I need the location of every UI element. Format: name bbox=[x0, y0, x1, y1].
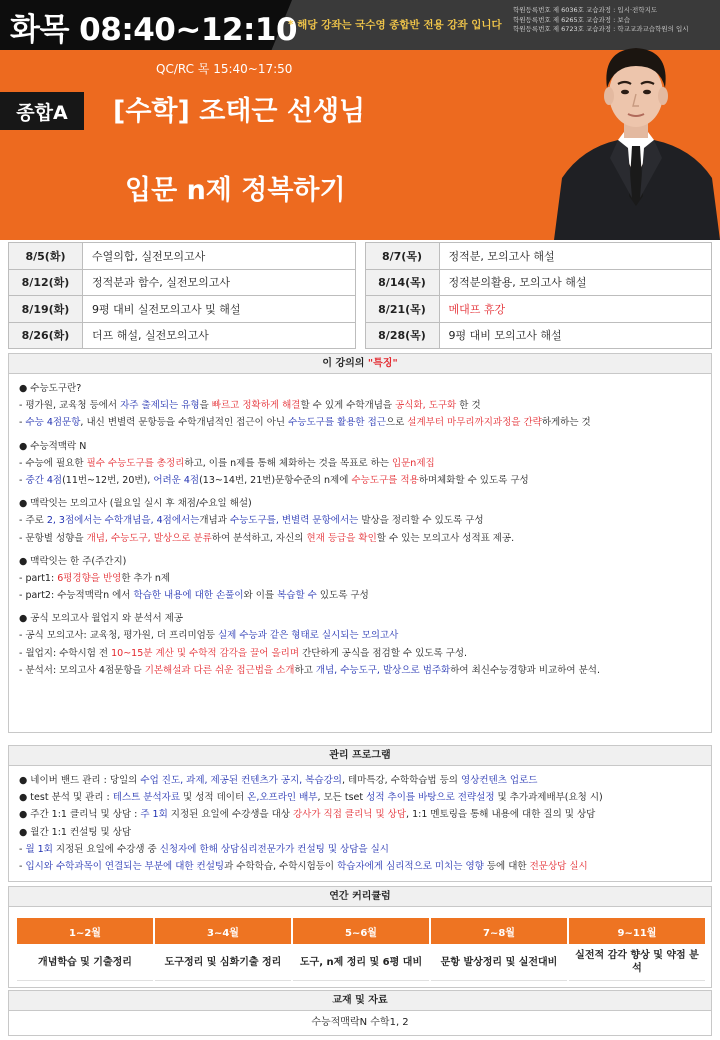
highlight-red: 입문n제집 bbox=[391, 457, 435, 469]
registration-line: 학원등록번호 제 6036호 교습과정 : 입시·전학지도 bbox=[513, 6, 658, 14]
highlight-blue: 월 1회 bbox=[25, 843, 53, 855]
highlight-red: 기본해설과 다른 쉬운 접근법을 소개 bbox=[144, 664, 295, 676]
text-segment: 지정된 요일에 수강생을 대상 bbox=[167, 809, 293, 821]
curriculum-period: 5~6월 bbox=[293, 918, 429, 944]
highlight-red: 현재 등급을 확인 bbox=[306, 532, 377, 544]
highlight-red: 10~15분 계산 및 수학적 감각을 끌어 올리며 bbox=[111, 647, 300, 659]
teacher-name: [수학] 조태근 선생님 bbox=[113, 96, 366, 127]
class-time: 화목 08:40~12:10 bbox=[10, 12, 298, 48]
schedule-table bbox=[8, 242, 712, 349]
feature-line bbox=[19, 495, 701, 512]
text-segment: , 테마특강, 수학학습법 등의 bbox=[341, 775, 462, 786]
schedule-date: 8/7(목) bbox=[365, 243, 439, 270]
text-segment: 하여 최신수능경향과 비교하여 분석. bbox=[450, 664, 600, 676]
registration-line: 학원등록번호 제 6723호 교습과정 : 학교교과교습학원의 입시 bbox=[513, 25, 689, 33]
curriculum-period: 7~8월 bbox=[431, 918, 567, 944]
curriculum-row bbox=[17, 918, 705, 981]
features-heading-highlight: "특징" bbox=[367, 358, 398, 369]
text-segment: 으로 bbox=[385, 417, 408, 429]
schedule-topic: 9평 대비 실전모의고사 및 해설 bbox=[83, 296, 356, 323]
feature-line bbox=[19, 397, 701, 414]
highlight-blue: 개념, 수능도구, 발상으로 범주화 bbox=[315, 664, 451, 676]
curriculum-column bbox=[153, 918, 291, 981]
text-segment: ● 수능도구란? bbox=[19, 383, 82, 394]
schedule-row bbox=[9, 296, 712, 323]
highlight-blue: 수업 진도, 과제, 제공된 컨텐츠가 공지, 복습강의 bbox=[140, 775, 342, 786]
text-segment: 지정된 요일에 수강생 중 bbox=[52, 843, 160, 855]
schedule-date: 8/28(목) bbox=[365, 322, 439, 349]
text-segment: ● 맥락잇는 한 주(주간지) bbox=[19, 555, 127, 567]
schedule-row bbox=[9, 243, 712, 270]
management-line bbox=[19, 824, 701, 841]
feature-line bbox=[19, 662, 701, 679]
text-segment: 할 수 있게 수학개념을 bbox=[300, 400, 396, 412]
text-segment: (13~14번, 21번)문항수준의 n제에 bbox=[199, 474, 352, 486]
text-segment: ● 주간 1:1 클리닉 및 상담 : bbox=[19, 809, 141, 821]
materials-text: 수능적맥락N 수학1, 2 bbox=[311, 1017, 409, 1028]
notice-text: * 해당 강좌는 국수영 종합반 전용 강좌 입니다 bbox=[288, 19, 502, 31]
text-segment: - 공식 모의고사: 교육청, 평가원, 더 프리미엄등 bbox=[19, 630, 218, 642]
curriculum-column bbox=[429, 918, 567, 981]
text-segment: 있도록 구성 bbox=[316, 590, 369, 602]
text-segment: 등에 대한 bbox=[483, 860, 530, 872]
highlight-red: 수능도구를 적용 bbox=[351, 474, 419, 486]
text-segment: 와 이를 bbox=[243, 590, 278, 602]
highlight-blue: 복습할 수 bbox=[277, 590, 317, 602]
curriculum-desc: 도구, n제 정리 및 6평 대비 bbox=[293, 944, 429, 981]
schedule-date: 8/12(화) bbox=[9, 269, 83, 296]
feature-line bbox=[19, 414, 701, 431]
schedule-date: 8/5(화) bbox=[9, 243, 83, 270]
highlight-blue: 수능도구를, 변별력 문항에서는 bbox=[229, 515, 359, 527]
management-section bbox=[8, 745, 712, 882]
schedule-topic: 정적분의활용, 모의고사 해설 bbox=[439, 269, 712, 296]
text-segment: , 내신 변별력 문항등을 수학개념적인 접근이 아닌 bbox=[80, 417, 289, 429]
text-segment: 한 추가 n제 bbox=[121, 572, 171, 584]
highlight-blue: 입시와 수학과목이 연결되는 부분에 대한 컨설팅 bbox=[25, 860, 225, 872]
schedule-topic: 9평 대비 모의고사 해설 bbox=[439, 322, 712, 349]
feature-line bbox=[19, 570, 701, 587]
curriculum-column bbox=[567, 918, 705, 981]
curriculum-period: 1~2월 bbox=[17, 918, 153, 944]
curriculum-desc: 개념학습 및 기출정리 bbox=[17, 944, 153, 981]
highlight-red: 6평경향을 반영 bbox=[57, 572, 122, 584]
text-segment: 및 성적 데이터 bbox=[180, 792, 248, 804]
schedule-topic: 더프 해설, 실전모의고사 bbox=[83, 322, 356, 349]
curriculum-heading: 연간 커리큘럼 bbox=[9, 887, 711, 907]
highlight-blue: 영상컨텐츠 업로드 bbox=[461, 775, 538, 786]
schedule-date: 8/14(목) bbox=[365, 269, 439, 296]
text-segment: - 문항별 성향을 bbox=[19, 532, 87, 544]
text-segment: - bbox=[19, 417, 26, 429]
teacher-photo bbox=[552, 28, 720, 240]
text-segment: 하고, 이를 n제를 통해 체화하는 것을 목표로 하는 bbox=[184, 457, 392, 469]
text-segment: - 주로 bbox=[19, 515, 47, 527]
management-line bbox=[19, 772, 701, 789]
schedule-gap bbox=[355, 243, 365, 270]
course-header bbox=[0, 0, 720, 240]
text-segment: - bbox=[19, 474, 26, 486]
curriculum-desc: 도구정리 및 심화기출 정리 bbox=[155, 944, 291, 981]
text-segment: (11번~12번, 20번), bbox=[62, 474, 154, 486]
curriculum-period: 9~11월 bbox=[569, 918, 705, 944]
feature-line bbox=[19, 627, 701, 644]
text-segment: - 월업지: 수학시험 전 bbox=[19, 647, 112, 659]
management-content bbox=[9, 766, 711, 875]
text-segment: , 1:1 멘토링을 통해 내용에 대한 질의 및 상담 bbox=[406, 809, 596, 821]
text-segment: 발상을 정리할 수 있도록 구성 bbox=[358, 515, 484, 527]
highlight-blue: 학습한 내용에 대한 손풀이 bbox=[133, 590, 244, 602]
text-segment: 하여 분석하고, 자신의 bbox=[211, 532, 307, 544]
course-title: 입문 n제 정복하기 bbox=[125, 175, 346, 206]
schedule-date: 8/19(화) bbox=[9, 296, 83, 323]
highlight-red: 빠르고 정확하게 해결 bbox=[211, 400, 301, 412]
features-section bbox=[8, 353, 712, 733]
feature-line bbox=[19, 380, 701, 397]
management-heading: 관리 프로그램 bbox=[9, 746, 711, 766]
text-segment: - bbox=[19, 860, 26, 872]
materials-section bbox=[8, 990, 712, 1036]
schedule-row bbox=[9, 269, 712, 296]
schedule-date: 8/26(화) bbox=[9, 322, 83, 349]
text-segment: ● 월간 1:1 컨설팅 및 상담 bbox=[19, 826, 132, 838]
schedule-topic-holiday: 메대프 휴강 bbox=[439, 296, 712, 323]
text-segment: ● 맥락잇는 모의고사 (월요일 실시 후 채점/수요일 해설) bbox=[19, 498, 252, 510]
highlight-red: 필수 수능도구를 총정리 bbox=[86, 457, 185, 469]
text-segment: ● test 분석 및 관리 : bbox=[19, 792, 113, 804]
materials-heading: 교재 및 자료 bbox=[9, 991, 711, 1011]
schedule-date: 8/21(목) bbox=[365, 296, 439, 323]
feature-line bbox=[19, 455, 701, 472]
management-line bbox=[19, 789, 701, 806]
features-content bbox=[9, 374, 711, 679]
schedule-gap bbox=[355, 269, 365, 296]
text-segment: 을 bbox=[199, 400, 212, 412]
feature-line bbox=[19, 645, 701, 662]
management-line bbox=[19, 806, 701, 823]
highlight-blue: 테스트 분석자료 bbox=[112, 792, 181, 804]
feature-line bbox=[19, 472, 701, 489]
curriculum-column bbox=[291, 918, 429, 981]
highlight-blue: 성적 추이를 바탕으로 전략설정 bbox=[366, 792, 495, 804]
feature-line bbox=[19, 438, 701, 455]
text-segment: - bbox=[19, 843, 26, 855]
highlight-blue: 2, 3점에서는 수학개념을, 4점에서는 bbox=[46, 515, 200, 527]
registration-line: 학원등록번호 제 6265호 교습과정 : 보습 bbox=[513, 15, 630, 24]
highlight-blue: 실제 수능과 같은 형태로 실시되는 모의고사 bbox=[218, 630, 399, 642]
text-segment: - 수능에 필요한 bbox=[19, 457, 87, 469]
schedule-gap bbox=[355, 296, 365, 323]
text-segment: 한 것 bbox=[456, 400, 481, 412]
feature-line bbox=[19, 587, 701, 604]
qc-schedule: QC/RC 목 15:40~17:50 bbox=[156, 62, 293, 76]
curriculum-desc: 문항 발상정리 및 실전대비 bbox=[431, 944, 567, 981]
text-segment: , 모든 tset bbox=[317, 792, 367, 804]
highlight-red: 공식화, 도구화 bbox=[395, 400, 457, 412]
highlight-blue: 자주 출제되는 유형 bbox=[120, 400, 200, 412]
features-heading-prefix: 이 강의의 bbox=[322, 358, 368, 369]
text-segment: 개념과 bbox=[199, 515, 230, 527]
text-segment: ● 수능적맥락 N bbox=[19, 440, 87, 452]
text-segment: 간단하게 공식을 점검할 수 있도록 구성. bbox=[299, 647, 468, 659]
highlight-red: 설계부터 마무리까지과정을 간략 bbox=[407, 417, 542, 429]
highlight-red: 개념, 수능도구, 발상으로 분류 bbox=[86, 532, 212, 544]
highlight-blue: 신청자에 한해 상담심리전문가가 컨설팅 및 상담을 실시 bbox=[159, 843, 389, 855]
text-segment: - part1: bbox=[19, 572, 58, 584]
features-heading bbox=[9, 354, 711, 374]
highlight-blue: 수능 4점문항 bbox=[25, 417, 81, 429]
highlight-blue: 어려운 4점 bbox=[153, 474, 200, 486]
curriculum-period: 3~4월 bbox=[155, 918, 291, 944]
text-segment: 하게하는 것 bbox=[541, 417, 591, 429]
feature-line bbox=[19, 512, 701, 529]
text-segment: 과 수학학습, 수학시험등이 bbox=[224, 860, 338, 872]
highlight-red: 강사가 직접 클리닉 및 상담 bbox=[293, 809, 407, 821]
curriculum-desc: 실전적 감각 향상 및 약점 분석 bbox=[569, 944, 705, 981]
feature-line bbox=[19, 553, 701, 570]
highlight-blue: 학습자에게 심리적으로 미치는 영향 bbox=[337, 860, 484, 872]
highlight-blue: 수능도구를 활용한 접근 bbox=[288, 417, 386, 429]
text-segment: 하고 bbox=[294, 664, 316, 676]
text-segment: ● 네이버 밴드 관리 : 당일의 bbox=[19, 775, 141, 786]
schedule-topic: 수열의합, 실전모의고사 bbox=[83, 243, 356, 270]
management-line bbox=[19, 858, 701, 875]
curriculum-column bbox=[17, 918, 153, 981]
schedule-gap bbox=[355, 322, 365, 349]
curriculum-section bbox=[8, 886, 712, 988]
text-segment: 하며체화할 수 있도록 구성 bbox=[418, 474, 529, 486]
class-badge: 종합A bbox=[0, 92, 84, 130]
text-segment: 및 추가과제배부(요청 시) bbox=[494, 792, 603, 804]
schedule-row bbox=[9, 322, 712, 349]
text-segment: - 분석서: 모의고사 4점문항을 bbox=[19, 664, 145, 676]
management-line bbox=[19, 841, 701, 858]
highlight-blue: 온,오프라인 배부 bbox=[247, 792, 318, 804]
text-segment: - part2: 수능적맥락n 에서 bbox=[19, 590, 134, 602]
highlight-blue: 주 1회 bbox=[140, 809, 168, 821]
text-segment: ● 공식 모의고사 월업지 와 분석서 제공 bbox=[19, 613, 184, 625]
text-segment: - 평가원, 교육청 등에서 bbox=[19, 400, 121, 412]
schedule-topic: 정적분과 함수, 실전모의고사 bbox=[83, 269, 356, 296]
feature-line bbox=[19, 610, 701, 627]
highlight-blue: 중간 4점 bbox=[25, 474, 63, 486]
highlight-red: 전문상담 실시 bbox=[529, 860, 588, 872]
text-segment: 할 수 있는 모의고사 성적표 제공. bbox=[376, 532, 515, 544]
schedule-topic: 정적분, 모의고사 해설 bbox=[439, 243, 712, 270]
feature-line bbox=[19, 530, 701, 547]
